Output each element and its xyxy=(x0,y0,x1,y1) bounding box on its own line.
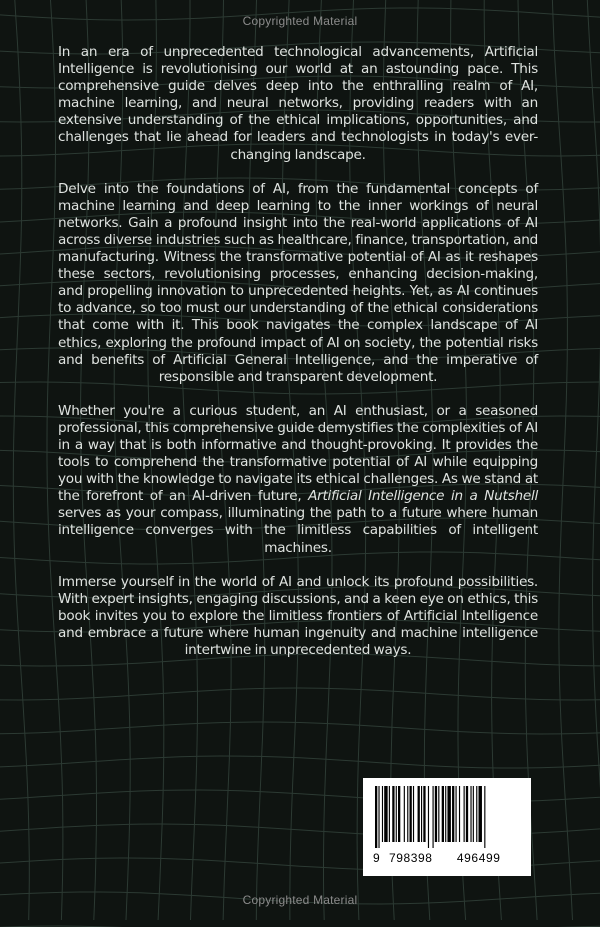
barcode-bar xyxy=(392,786,394,842)
barcode-bar xyxy=(464,786,465,842)
barcode-bar xyxy=(423,786,425,842)
barcode-bar xyxy=(476,786,477,842)
grid-line-vertical xyxy=(552,0,572,920)
barcode-bar xyxy=(396,786,397,842)
barcode-bar xyxy=(456,786,457,842)
barcode-bar xyxy=(442,786,444,842)
grid-line-horizontal xyxy=(0,756,600,768)
barcode-bar xyxy=(375,786,377,848)
isbn-left-group: 798398 xyxy=(388,851,433,865)
barcode-bar xyxy=(384,786,387,842)
blurb-paragraph-3-lead: Whether you're a curious student, an AI enthusiast, or a seasoned professional, this comprehensive guide demystifies the complexities of AI in a way that is both informative and thought-provoking. It provides the tools to comprehend the transformative potential of AI while equipping you with the knowledge to navigate its ethical challenges. As we stand at the forefront of an AI-driven future, xyxy=(58,402,538,505)
grid-line-horizontal xyxy=(0,688,600,700)
barcode-bar xyxy=(398,786,400,842)
barcode-bar xyxy=(473,786,474,842)
blurb-paragraph-2: Delve into the foundations of AI, from the fundamental concepts of machine learning and deep learning to the inner workings of neural networks. Gain a profound insight into the real-world applications of AI across diverse industries such as healthcare, finance, transportation, and manufacturing. Witness the transformative potential of AI as it reshapes these sectors, revolutionising processes, enhancing decision-making, and propelling innovation to unprecedented heights. Yet, as AI continues to advance, so too must our understanding of the ethical considerations that come with it. This book navigates the complex landscape of AI ethics, exploring the profound impact of AI on society, the potential risks and benefits of Artificial General Intelligence, and the imperative of responsible and transparent development. xyxy=(58,180,538,385)
barcode-bar xyxy=(407,786,408,842)
isbn-prefix-digit: 9 xyxy=(373,851,381,865)
barcode-bar xyxy=(445,786,446,842)
blurb-paragraph-3 xyxy=(58,403,538,557)
barcode-bar xyxy=(378,786,379,848)
barcode-bar xyxy=(479,786,482,842)
blurb-paragraph-1: In an era of unprecedented technological advancements, Artificial Intelligence is revolutionising our world at an astounding pace. This comprehensive guide delves deep into the enthralling realm of AI, machine learning, and neural networks, providing readers with an extensive understanding of the ethical implications, opportunities, and challenges that lie ahead for leaders and technologists in today's ever-changing landscape. xyxy=(58,44,538,163)
back-cover-blurb xyxy=(58,44,538,676)
barcode-bar xyxy=(410,786,412,842)
barcode-bar xyxy=(389,786,390,842)
isbn-number xyxy=(373,851,521,865)
barcode-bar xyxy=(470,786,471,842)
barcode-bar xyxy=(452,786,454,842)
barcode-bar xyxy=(421,786,422,842)
blurb-paragraph-4: Immerse yourself in the world of AI and unlock its profound possibilities. With expert insights, engaging discussions, and a keen eye on ethics, this book invites you to explore the limitless frontiers of Artificial Intelligence and embrace a future where human ingenuity and machine intelligence intertwine in unprecedented ways. xyxy=(58,573,538,658)
barcode-bar xyxy=(428,786,429,848)
isbn-right-group: 496499 xyxy=(456,851,501,865)
barcode-bar xyxy=(382,786,383,842)
barcode-bar xyxy=(459,786,460,842)
barcode-bar xyxy=(433,786,434,848)
grid-line-horizontal xyxy=(0,722,600,734)
barcode-bar xyxy=(418,786,420,842)
copyright-watermark-bottom: Copyrighted Material xyxy=(242,893,358,907)
blurb-paragraph-3-tail: serves as your compass, illuminating the path to a future where human intelligence converges with the limitless capabilities of intelligent machines. xyxy=(58,505,538,556)
barcode-bar xyxy=(447,786,450,842)
grid-line-vertical xyxy=(13,0,29,920)
grid-line-vertical xyxy=(587,0,600,920)
isbn-barcode xyxy=(363,778,531,876)
barcode-bar xyxy=(404,786,405,842)
barcode-bar xyxy=(466,786,468,842)
barcode-bars xyxy=(373,786,521,848)
barcode-bar xyxy=(435,786,437,842)
barcode-bar xyxy=(484,786,485,848)
copyright-watermark-top: Copyrighted Material xyxy=(242,14,358,28)
barcode-bar xyxy=(438,786,439,842)
book-title-inline: Artificial Intelligence in a Nutshell xyxy=(308,488,538,505)
barcode-bar xyxy=(413,786,414,842)
